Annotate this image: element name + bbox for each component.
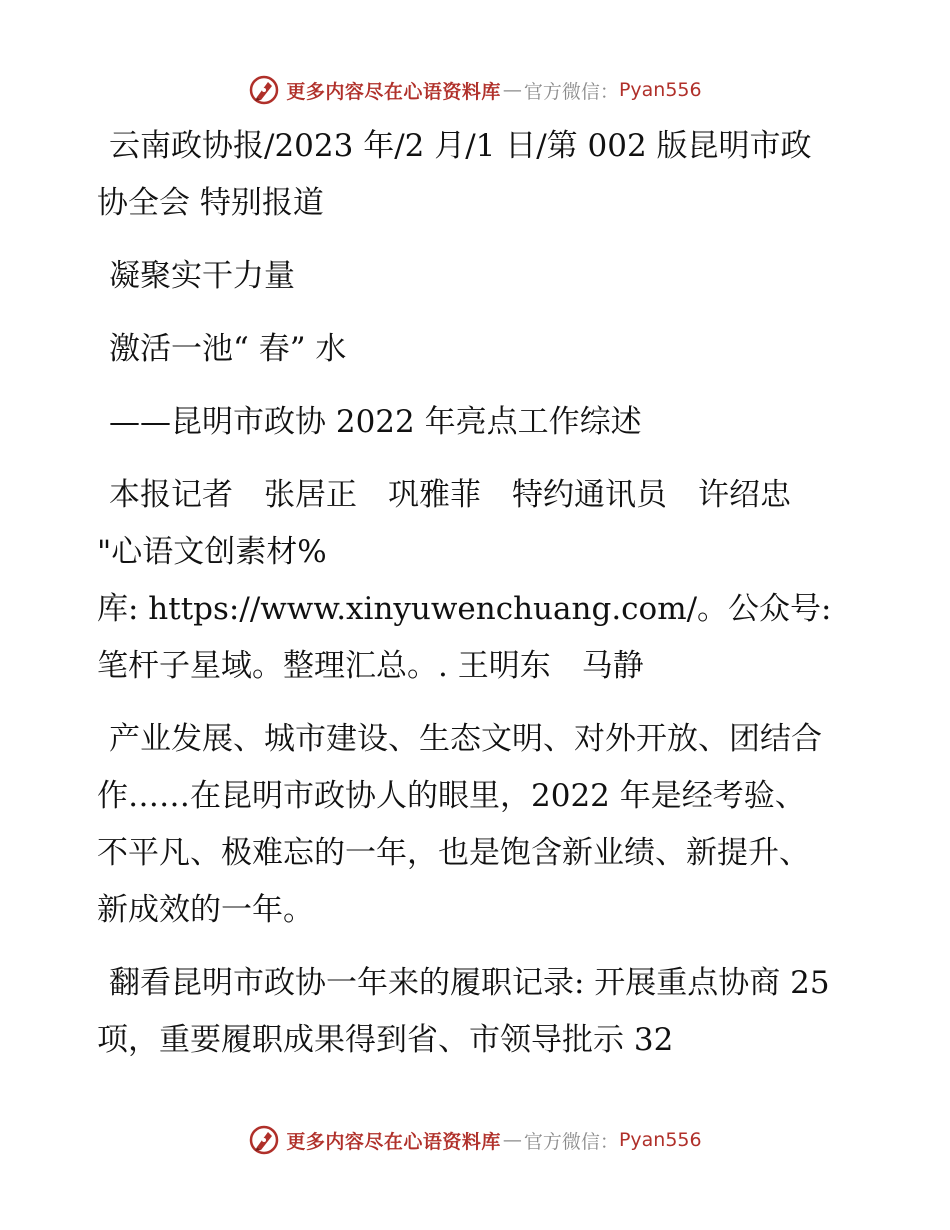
banner-wechat-label: 官方微信：	[523, 80, 619, 103]
pen-logo-icon	[248, 1124, 280, 1156]
footer-watermark-banner	[0, 1120, 950, 1160]
banner-wechat-label: 官方微信：	[523, 1130, 619, 1153]
paragraph-2: 翻看昆明市政协一年来的履职记录: 开展重点协商 25 项，重要履职成果得到省、市领导批示 32	[97, 965, 830, 1058]
paragraph-1: 产业发展、城市建设、生态文明、对外开放、团结合作……在昆明市政协人的眼里，2022 年是经考验、不平凡、极难忘的一年，也是饱含新业绩、新提升、新成效的一年。	[97, 721, 822, 928]
byline-part-1: 本报记者 张居正 巩雅菲 特约通讯员 许绍忠 "心语文创素材%	[97, 477, 791, 570]
banner-site-text: 更多内容尽在心语资料库	[286, 1130, 501, 1153]
article-body	[97, 118, 833, 1085]
banner-separator: —	[502, 79, 522, 101]
title-line-1: 凝聚实干力量	[109, 258, 295, 294]
banner-wechat-id: Pyan556	[618, 79, 702, 101]
subtitle: ——昆明市政协 2022 年亮点工作综述	[109, 404, 642, 440]
title-line-2: 激活一池“ 春” 水	[109, 331, 347, 367]
banner-site-text: 更多内容尽在心语资料库	[286, 80, 501, 103]
banner-wechat-id: Pyan556	[618, 1129, 702, 1151]
byline-part-2: 库: https://www.xinyuwenchuang.com/。公众号: 笔杆子星域。整理汇总。. 王明东 马静	[97, 591, 832, 684]
pen-logo-icon	[248, 74, 280, 106]
banner-separator: —	[502, 1129, 522, 1151]
header-watermark-banner	[0, 70, 950, 110]
source-line: 云南政协报/2023 年/2 月/1 日/第 002 版昆明市政协全会 特别报道	[97, 128, 812, 221]
